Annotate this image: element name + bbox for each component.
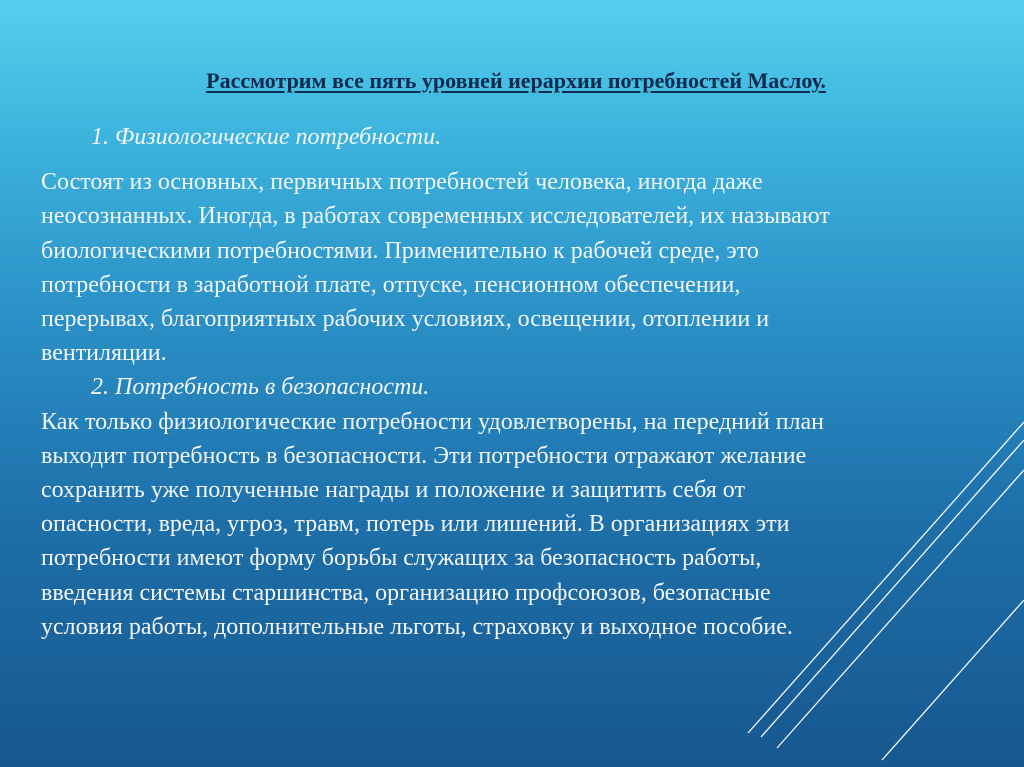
text-line: Состоят из основных, первичных потребностей человека, иногда даже bbox=[41, 169, 763, 196]
text-line: потребности имеют форму борьбы служащих за безопасность работы, bbox=[41, 545, 762, 572]
decor-line bbox=[748, 422, 1024, 733]
text-line: введения системы старшинства, организацию профсоюзов, безопасные bbox=[41, 579, 771, 606]
text-line: выходит потребность в безопасности. Эти потребности отражают желание bbox=[41, 442, 807, 469]
text-line: перерывах, благоприятных рабочих условиях, освещении, отоплении и bbox=[41, 306, 770, 333]
text-line: сохранить уже полученные награды и положение и защитить себя от bbox=[41, 477, 745, 504]
section-heading-safety: 2. Потребность в безопасности. bbox=[91, 374, 430, 401]
text-line: Как только физиологические потребности удовлетворены, на передний план bbox=[41, 408, 825, 435]
slide-title: Рассмотрим все пять уровней иерархии потребностей Маслоу. bbox=[206, 68, 826, 93]
text-line: потребности в заработной плате, отпуске, пенсионном обеспечении, bbox=[41, 271, 741, 298]
text-line: вентиляции. bbox=[41, 340, 167, 367]
decor-line bbox=[761, 440, 1024, 737]
section-heading-physiological: 1. Физиологические потребности. bbox=[91, 124, 442, 150]
decor-line bbox=[882, 600, 1024, 760]
text-line: неосознанных. Иногда, в работах современных исследователей, их называют bbox=[41, 203, 830, 230]
text-line: биологическими потребностями. Применительно к рабочей среде, это bbox=[41, 237, 759, 264]
text-line: условия работы, дополнительные льготы, страховку и выходное пособие. bbox=[41, 613, 793, 640]
decor-line bbox=[777, 470, 1024, 748]
text-line: опасности, вреда, угроз, травм, потерь или лишений. В организациях эти bbox=[41, 511, 790, 538]
